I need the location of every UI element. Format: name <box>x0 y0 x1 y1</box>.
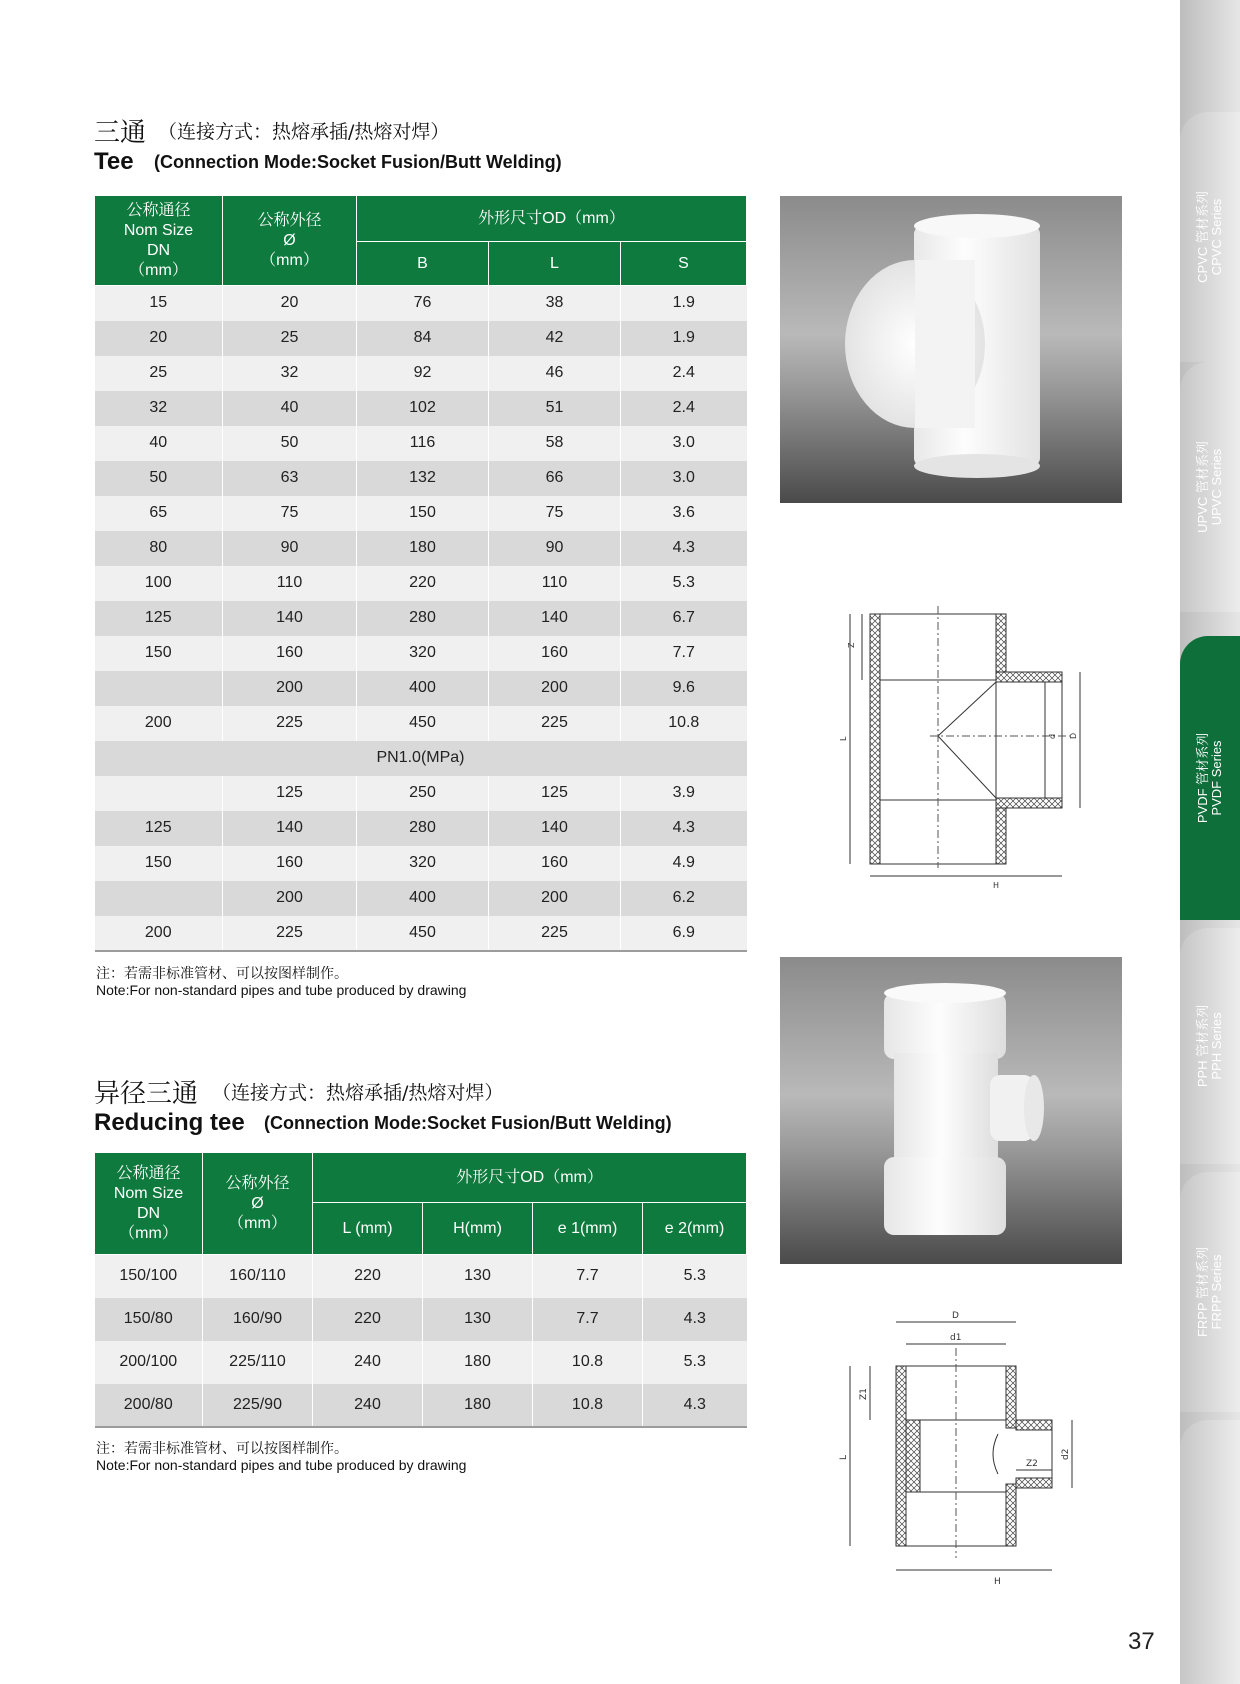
tee-cell: 38 <box>489 286 621 321</box>
reducing-cell: 240 <box>313 1341 423 1384</box>
tee-cell: 280 <box>357 811 489 846</box>
tee-cell: 200 <box>489 881 621 916</box>
header-text: DN <box>136 1204 161 1222</box>
header-text: Ø <box>251 1194 264 1212</box>
sidebar-tab-label <box>1196 191 1224 283</box>
tee-cell: 5.3 <box>621 566 747 601</box>
reducing-tee-technical-drawing <box>830 1308 1110 1590</box>
header-text: （mm） <box>260 251 319 269</box>
tee-cell: 125 <box>95 601 223 636</box>
table-row <box>95 706 747 741</box>
table-row <box>95 846 747 881</box>
reducing-tee-subtitle-en: (Connection Mode:Socket Fusion/Butt Welding) <box>264 1113 672 1133</box>
tee-cell: 110 <box>489 566 621 601</box>
tab-label-en: PPH Series <box>1209 1012 1224 1080</box>
tee-cell: 280 <box>357 601 489 636</box>
tee-cell: 7.7 <box>621 636 747 671</box>
tee-title-en: Tee <box>94 148 134 175</box>
tee-cell: 10.8 <box>621 706 747 741</box>
table-row <box>95 321 747 356</box>
reducing-cell: 10.8 <box>533 1384 643 1427</box>
tee-cell: 100 <box>95 566 223 601</box>
tee-title-cn: 三通 <box>94 118 147 148</box>
tab-label-cn: PPH 管材系列 <box>1195 1004 1210 1088</box>
tee-cell: 50 <box>223 426 357 461</box>
sidebar-tab-pvdf[interactable] <box>1180 636 1240 920</box>
tee-cell: 200 <box>95 706 223 741</box>
tee-cell: 450 <box>357 706 489 741</box>
reducing-cell: 240 <box>313 1384 423 1427</box>
tee-cell: 2.4 <box>621 391 747 426</box>
dim-h-label: H <box>993 881 1000 890</box>
tee-header-nom-size <box>95 196 223 286</box>
dim-h-label: H <box>994 1577 1001 1587</box>
series-sidebar <box>1180 0 1240 1684</box>
tee-cell: 125 <box>95 811 223 846</box>
tee-cell: 116 <box>357 426 489 461</box>
tee-fitting-image <box>780 196 1122 503</box>
tee-cell: 6.7 <box>621 601 747 636</box>
sidebar-tab-label <box>1196 733 1224 823</box>
tee-cell: 150 <box>95 636 223 671</box>
tee-cell: 140 <box>223 601 357 636</box>
table-row <box>95 461 747 496</box>
tee-cell: 4.3 <box>621 531 747 566</box>
tee-cell: 2.4 <box>621 356 747 391</box>
reducing-header-od <box>203 1153 313 1255</box>
table-row <box>95 776 747 811</box>
tee-cell: 450 <box>357 916 489 951</box>
tee-cell: 125 <box>489 776 621 811</box>
tab-label-en: PVDF Series <box>1209 740 1224 816</box>
reducing-cell: 150/80 <box>95 1298 203 1341</box>
tab-label-cn: UPVC 管材系列 <box>1195 441 1210 533</box>
table-row <box>95 1255 747 1298</box>
tee-cell: 4.3 <box>621 811 747 846</box>
header-text: 公称外径 <box>225 1174 290 1192</box>
tee-cell <box>95 776 223 811</box>
tee-cell: 250 <box>357 776 489 811</box>
tee-spec-table <box>94 195 747 952</box>
dim-d2-label: d2 <box>1061 1448 1071 1460</box>
tee-cell: 150 <box>95 846 223 881</box>
pn-row <box>95 741 747 776</box>
tee-cell: 90 <box>223 531 357 566</box>
tee-cell: 40 <box>95 426 223 461</box>
reducing-cell: 160/90 <box>203 1298 313 1341</box>
tee-cell: 140 <box>223 811 357 846</box>
header-text: Nom Size <box>113 1184 184 1202</box>
sidebar-tab-upvc[interactable] <box>1180 362 1240 612</box>
tee-product-photo <box>780 196 1122 503</box>
reducing-tee-title-en: Reducing tee <box>94 1109 245 1136</box>
table-row <box>95 601 747 636</box>
sidebar-tab-blank <box>1180 1420 1240 1684</box>
tee-cell: 50 <box>95 461 223 496</box>
dim-l-label: L <box>839 1454 849 1460</box>
sidebar-tab-label <box>1196 441 1224 533</box>
tee-cell: 40 <box>223 391 357 426</box>
sidebar-tab-frpp[interactable] <box>1180 1172 1240 1412</box>
table-row <box>95 531 747 566</box>
tee-cell: 15 <box>95 286 223 321</box>
tee-header-l: L <box>489 242 621 286</box>
tee-cell: 225 <box>489 706 621 741</box>
table-row <box>95 916 747 951</box>
tee-cell: 110 <box>223 566 357 601</box>
tee-cell: 220 <box>357 566 489 601</box>
tee-cell: 400 <box>357 671 489 706</box>
tee-cell: 6.9 <box>621 916 747 951</box>
pn-label: PN1.0(MPa) <box>95 741 747 776</box>
sidebar-tab-cpvc[interactable] <box>1180 112 1240 362</box>
tee-subtitle-en: (Connection Mode:Socket Fusion/Butt Welding) <box>154 152 562 172</box>
tee-cell: 140 <box>489 601 621 636</box>
reducing-cell: 200/100 <box>95 1341 203 1384</box>
tab-label-cn: CPVC 管材系列 <box>1195 191 1210 283</box>
reducing-header-nom-size <box>95 1153 203 1255</box>
table-row <box>95 1341 747 1384</box>
reducing-cell: 7.7 <box>533 1255 643 1298</box>
tee-header-s: S <box>621 242 747 286</box>
tee-cell: 32 <box>95 391 223 426</box>
tee-cell: 225 <box>489 916 621 951</box>
tee-cell: 1.9 <box>621 321 747 356</box>
tee-cell <box>95 881 223 916</box>
table-row <box>95 426 747 461</box>
tee-cell: 160 <box>489 846 621 881</box>
tab-label-en: UPVC Series <box>1209 448 1224 526</box>
tee-cell <box>95 671 223 706</box>
reducing-tee-spec-table <box>94 1152 747 1428</box>
reducing-cell: 220 <box>313 1255 423 1298</box>
tee-cell: 3.0 <box>621 461 747 496</box>
sidebar-tab-label <box>1196 1005 1224 1087</box>
tab-label-en: CPVC Series <box>1209 198 1224 276</box>
tab-label-cn: FRPP 管材系列 <box>1195 1246 1210 1338</box>
reducing-tee-note-en: Note:For non-standard pipes and tube produced by drawing <box>96 1457 467 1473</box>
reducing-cell: 130 <box>423 1298 533 1341</box>
reducing-cell: 4.3 <box>643 1384 747 1427</box>
table-row <box>95 286 747 321</box>
dim-d-label: d <box>1048 733 1057 739</box>
tee-note-en: Note:For non-standard pipes and tube produced by drawing <box>96 982 467 998</box>
table-row <box>95 1298 747 1341</box>
tee-cell: 225 <box>223 916 357 951</box>
reducing-cell: 180 <box>423 1384 533 1427</box>
tee-cell: 20 <box>223 286 357 321</box>
dim-d1-label: d1 <box>950 1333 962 1343</box>
table-row <box>95 636 747 671</box>
table-row <box>95 811 747 846</box>
tee-cell: 3.9 <box>621 776 747 811</box>
tee-drawing-svg <box>830 606 1110 896</box>
sidebar-tab-label <box>1196 1247 1224 1337</box>
tee-cell: 9.6 <box>621 671 747 706</box>
tee-cell: 51 <box>489 391 621 426</box>
tee-cell: 200 <box>95 916 223 951</box>
tee-cell: 46 <box>489 356 621 391</box>
tee-cell: 25 <box>223 321 357 356</box>
header-text: DN <box>146 241 171 259</box>
reducing-tee-subtitle-cn: （连接方式：热熔承插/热熔对焊） <box>212 1082 504 1104</box>
tee-cell: 1.9 <box>621 286 747 321</box>
tee-cell: 84 <box>357 321 489 356</box>
tee-cell: 225 <box>223 706 357 741</box>
sidebar-tab-pph[interactable] <box>1180 928 1240 1164</box>
header-text: 公称通径 <box>116 1164 181 1182</box>
table-row <box>95 881 747 916</box>
tee-cell: 66 <box>489 461 621 496</box>
reducing-cell: 225/110 <box>203 1341 313 1384</box>
tee-cell: 140 <box>489 811 621 846</box>
reducing-cell: 4.3 <box>643 1298 747 1341</box>
tee-cell: 92 <box>357 356 489 391</box>
reducing-drawing-svg <box>830 1308 1110 1590</box>
tee-header-od-group: 外形尺寸OD（mm） <box>357 196 747 242</box>
dim-D-label: D <box>1069 732 1078 739</box>
reducing-cell: 220 <box>313 1298 423 1341</box>
tab-label-en: FRPP Series <box>1209 1254 1224 1330</box>
tee-cell: 20 <box>95 321 223 356</box>
tee-cell: 160 <box>223 636 357 671</box>
tee-cell: 160 <box>223 846 357 881</box>
reducing-header-e1: e 1(mm) <box>533 1203 643 1255</box>
reducing-tee-product-photo <box>780 957 1122 1264</box>
tee-cell: 320 <box>357 846 489 881</box>
reducing-cell: 160/110 <box>203 1255 313 1298</box>
tee-cell: 125 <box>223 776 357 811</box>
tee-cell: 160 <box>489 636 621 671</box>
header-text: Nom Size <box>123 221 194 239</box>
dim-z2-label: Z2 <box>1026 1459 1038 1469</box>
header-text: 公称外径 <box>257 211 322 229</box>
tee-cell: 3.6 <box>621 496 747 531</box>
reducing-tee-heading <box>94 1073 794 1143</box>
reducing-header-l: L (mm) <box>313 1203 423 1255</box>
tee-cell: 3.0 <box>621 426 747 461</box>
header-text: Ø <box>283 231 296 249</box>
tee-note <box>96 965 466 999</box>
table-row <box>95 1384 747 1427</box>
tee-cell: 6.2 <box>621 881 747 916</box>
reducing-cell: 130 <box>423 1255 533 1298</box>
tee-note-cn: 注：若需非标准管材、可以按图样制作。 <box>96 965 348 981</box>
reducing-cell: 5.3 <box>643 1255 747 1298</box>
dim-l-label: L <box>839 736 848 741</box>
tee-cell: 90 <box>489 531 621 566</box>
table-row <box>95 391 747 426</box>
tee-header-od <box>223 196 357 286</box>
table-row <box>95 566 747 601</box>
header-text: （mm） <box>119 1224 178 1242</box>
tee-cell: 80 <box>95 531 223 566</box>
tee-cell: 150 <box>357 496 489 531</box>
tee-table-body <box>95 286 747 951</box>
tee-cell: 400 <box>357 881 489 916</box>
reducing-cell: 150/100 <box>95 1255 203 1298</box>
header-text: （mm） <box>228 1214 287 1232</box>
tee-cell: 25 <box>95 356 223 391</box>
reducing-cell: 180 <box>423 1341 533 1384</box>
tee-cell: 132 <box>357 461 489 496</box>
dim-z-label: Z <box>847 642 856 648</box>
tee-cell: 63 <box>223 461 357 496</box>
reducing-tee-title-cn: 异径三通 <box>94 1079 199 1109</box>
tee-cell: 320 <box>357 636 489 671</box>
tee-cell: 65 <box>95 496 223 531</box>
reducing-header-h: H(mm) <box>423 1203 533 1255</box>
reducing-header-od-group: 外形尺寸OD（mm） <box>313 1153 747 1203</box>
tee-cell: 180 <box>357 531 489 566</box>
reducing-cell: 7.7 <box>533 1298 643 1341</box>
tee-cell: 32 <box>223 356 357 391</box>
tee-header-b: B <box>357 242 489 286</box>
table-row <box>95 356 747 391</box>
reducing-tee-note <box>96 1440 466 1474</box>
tee-subtitle-cn: （连接方式：热熔承插/热熔对焊） <box>158 121 450 143</box>
tee-cell: 76 <box>357 286 489 321</box>
tee-cell: 200 <box>489 671 621 706</box>
tee-cell: 75 <box>489 496 621 531</box>
tab-label-cn: PVDF 管材系列 <box>1195 732 1210 824</box>
tee-cell: 200 <box>223 671 357 706</box>
reducing-cell: 200/80 <box>95 1384 203 1427</box>
reducing-cell: 225/90 <box>203 1384 313 1427</box>
tee-cell: 4.9 <box>621 846 747 881</box>
reducing-cell: 5.3 <box>643 1341 747 1384</box>
header-text: 公称通径 <box>126 201 191 219</box>
header-text: （mm） <box>129 261 188 279</box>
tee-cell: 42 <box>489 321 621 356</box>
table-row <box>95 496 747 531</box>
reducing-tee-fitting-image <box>780 957 1122 1264</box>
reducing-table-body <box>95 1255 747 1427</box>
reducing-cell: 10.8 <box>533 1341 643 1384</box>
tee-cell: 75 <box>223 496 357 531</box>
table-row <box>95 671 747 706</box>
page-number: 37 <box>1128 1628 1155 1655</box>
reducing-header-e2: e 2(mm) <box>643 1203 747 1255</box>
tee-cell: 102 <box>357 391 489 426</box>
dim-z1-label: Z1 <box>859 1388 869 1400</box>
tee-cell: 200 <box>223 881 357 916</box>
tee-cell: 58 <box>489 426 621 461</box>
tee-technical-drawing <box>830 606 1110 896</box>
tee-heading <box>94 112 774 182</box>
dim-D-label: D <box>952 1311 959 1321</box>
reducing-tee-note-cn: 注：若需非标准管材、可以按图样制作。 <box>96 1440 348 1456</box>
